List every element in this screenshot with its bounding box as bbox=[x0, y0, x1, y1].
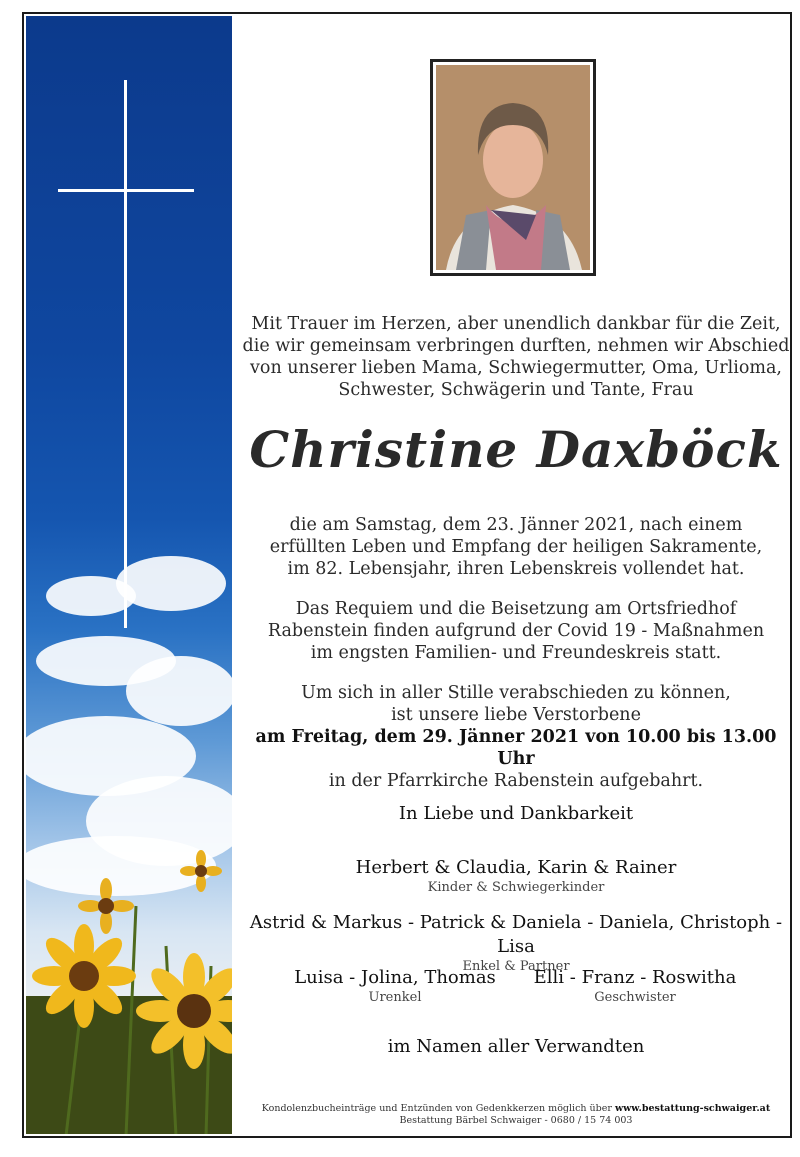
death-line: im 82. Lebensjahr, ihren Lebenskreis vollendet hat. bbox=[287, 559, 745, 579]
cross-vertical bbox=[124, 80, 127, 628]
children-entry bbox=[240, 856, 792, 896]
sky-sunflower-panel bbox=[26, 16, 232, 1134]
intro-line: Mit Trauer im Herzen, aber unendlich dankbar für die Zeit, bbox=[251, 314, 781, 334]
siblings-entry bbox=[520, 966, 750, 1006]
great-grandchildren-relation: Urenkel bbox=[368, 990, 422, 1005]
footer-link[interactable]: www.bestattung-schwaiger.at bbox=[614, 1103, 771, 1114]
grandchildren-names: Astrid & Markus - Patrick & Daniela - Daniela, Christoph - Lisa bbox=[249, 912, 783, 957]
death-notice bbox=[240, 514, 792, 580]
siblings-relation: Geschwister bbox=[594, 990, 676, 1005]
footer-text: Kondolenzbucheinträge und Entzünden von Gedenkkerzen möglich über bbox=[261, 1103, 612, 1114]
siblings-names: Elli - Franz - Roswitha bbox=[533, 967, 737, 988]
farewell-line: in der Pfarrkirche Rabenstein aufgebahrt. bbox=[328, 771, 704, 791]
closing-text: In Liebe und Dankbarkeit bbox=[398, 803, 634, 824]
great-grandchildren-names: Luisa - Jolina, Thomas bbox=[294, 967, 496, 988]
intro-line: von unserer lieben Mama, Schwiegermutter, Oma, Urlioma, bbox=[250, 358, 782, 378]
sunflower-icon bbox=[26, 846, 232, 1134]
children-relation: Kinder & Schwiegerkinder bbox=[427, 880, 605, 895]
children-names: Herbert & Claudia, Karin & Rainer bbox=[355, 857, 677, 878]
death-line: die am Samstag, dem 23. Jänner 2021, nach einem bbox=[289, 515, 743, 535]
farewell-line: Um sich in aller Stille verabschieden zu können, bbox=[301, 683, 731, 703]
viewing-date: am Freitag, dem 29. Jänner 2021 von 10.00 bis 13.00 Uhr bbox=[255, 727, 777, 769]
footer bbox=[240, 1103, 792, 1127]
requiem-line: Das Requiem und die Beisetzung am Ortsfriedhof bbox=[295, 599, 737, 619]
relatives-text: im Namen aller Verwandten bbox=[387, 1036, 645, 1057]
requiem-line: Rabenstein finden aufgrund der Covid 19 - Maßnahmen bbox=[267, 621, 765, 641]
farewell-line: ist unsere liebe Verstorbene bbox=[391, 705, 641, 725]
portrait-frame bbox=[430, 59, 596, 276]
death-line: erfüllten Leben und Empfang der heiligen Sakramente, bbox=[269, 537, 763, 557]
farewell-notice bbox=[240, 682, 792, 792]
intro-line: die wir gemeinsam verbringen durften, nehmen wir Abschied bbox=[242, 336, 790, 356]
cross-horizontal bbox=[58, 189, 194, 192]
deceased-name: Christine Daxböck bbox=[249, 420, 783, 479]
intro-text bbox=[240, 313, 792, 401]
footer-contact: Bestattung Bärbel Schwaiger - 0680 / 15 74 003 bbox=[399, 1115, 633, 1126]
grandchildren-relation: Enkel & Partner bbox=[462, 959, 570, 974]
great-grandchildren-entry bbox=[280, 966, 510, 1006]
intro-line: Schwester, Schwägerin und Tante, Frau bbox=[338, 380, 694, 400]
requiem-notice bbox=[240, 598, 792, 664]
portrait-photo bbox=[436, 65, 590, 270]
requiem-line: im engsten Familien- und Freundeskreis statt. bbox=[310, 643, 722, 663]
